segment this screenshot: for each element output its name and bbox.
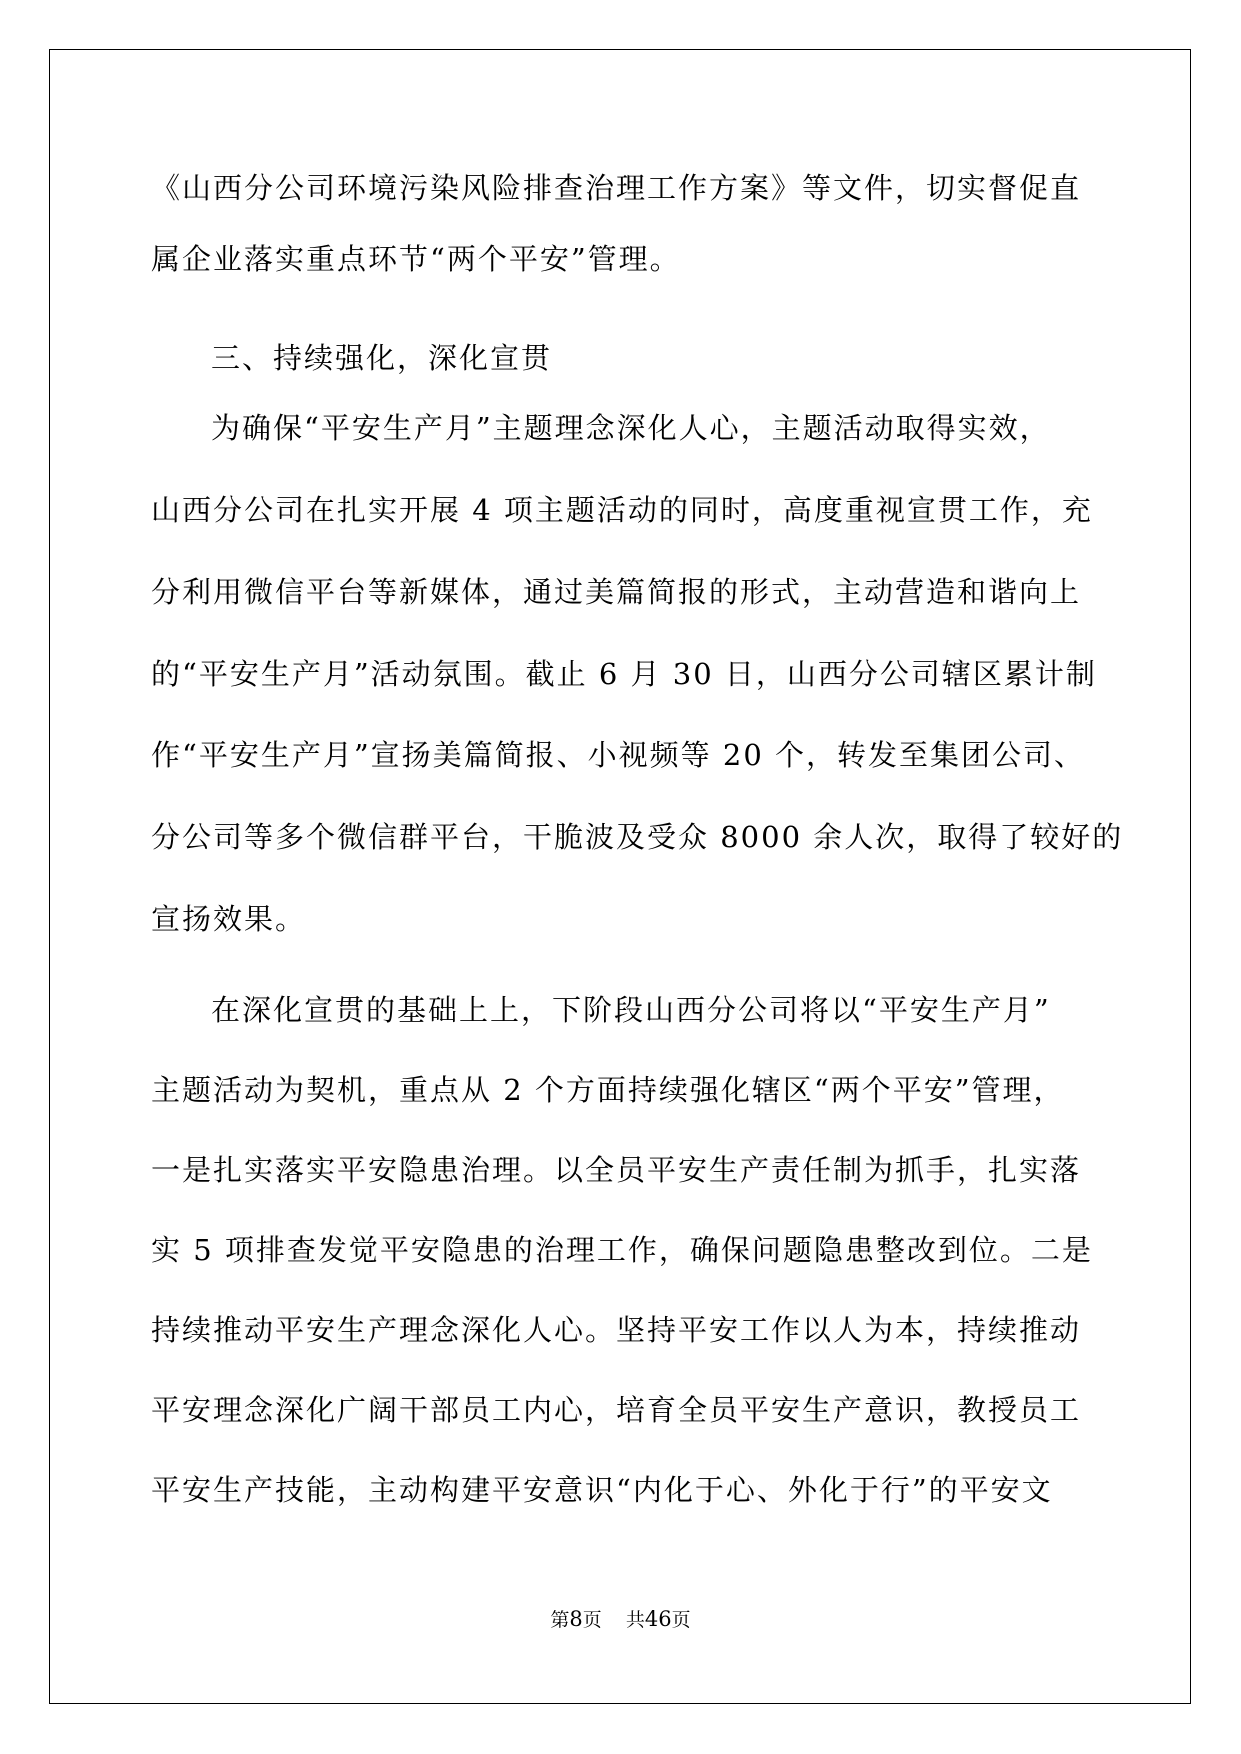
current-page-number: 8 <box>569 1607 583 1631</box>
page-border <box>49 49 1191 1704</box>
text-line: 属企业落实重点环节“两个平安”管理。 <box>151 242 681 276</box>
text-line: 主题活动为契机，重点从 2 个方面持续强化辖区“两个平安”管理， <box>151 1073 1065 1107</box>
footer-total-prefix: 共 <box>625 1609 645 1631</box>
text-line: 为确保“平安生产月”主题理念深化人心，主题活动取得实效， <box>211 411 1051 445</box>
footer-page-prefix: 第 <box>550 1609 570 1631</box>
text-line: 分利用微信平台等新媒体，通过美篇简报的形式，主动营造和谐向上 <box>151 575 1082 609</box>
text-line: 一是扎实落实平安隐患治理。以全员平安生产责任制为抓手，扎实落 <box>151 1153 1082 1187</box>
text-line: 实 5 项排查发觉平安隐患的治理工作，确保问题隐患整改到位。二是 <box>151 1233 1093 1267</box>
text-line: 《山西分公司环境污染风险排查治理工作方案》等文件，切实督促直 <box>151 171 1082 205</box>
text-line: 平安理念深化广阔干部员工内心，培育全员平安生产意识，教授员工 <box>151 1393 1082 1427</box>
text-line: 作“平安生产月”宣扬美篇简报、小视频等 20 个，转发至集团公司、 <box>151 738 1085 772</box>
text-line: 平安生产技能，主动构建平安意识“内化于心、外化于行”的平安文 <box>151 1473 1053 1507</box>
page-footer <box>0 1605 1241 1632</box>
section-heading: 三、持续强化，深化宣贯 <box>211 341 553 375</box>
text-line: 在深化宣贯的基础上上，下阶段山西分公司将以“平安生产月” <box>211 993 1051 1027</box>
footer-total-suffix: 页 <box>671 1609 691 1631</box>
footer-page-suffix: 页 <box>582 1609 602 1631</box>
text-line: 宣扬效果。 <box>151 902 307 936</box>
total-page-count: 46 <box>644 1607 672 1631</box>
text-line: 山西分公司在扎实开展 4 项主题活动的同时，高度重视宣贯工作，充 <box>151 493 1093 527</box>
text-line: 的“平安生产月”活动氛围。截止 6 月 30 日，山西分公司辖区累计制 <box>151 657 1097 691</box>
text-line: 持续推动平安生产理念深化人心。坚持平安工作以人为本，持续推动 <box>151 1313 1082 1347</box>
text-line: 分公司等多个微信群平台，干脆波及受众 8000 余人次，取得了较好的 <box>151 820 1124 854</box>
